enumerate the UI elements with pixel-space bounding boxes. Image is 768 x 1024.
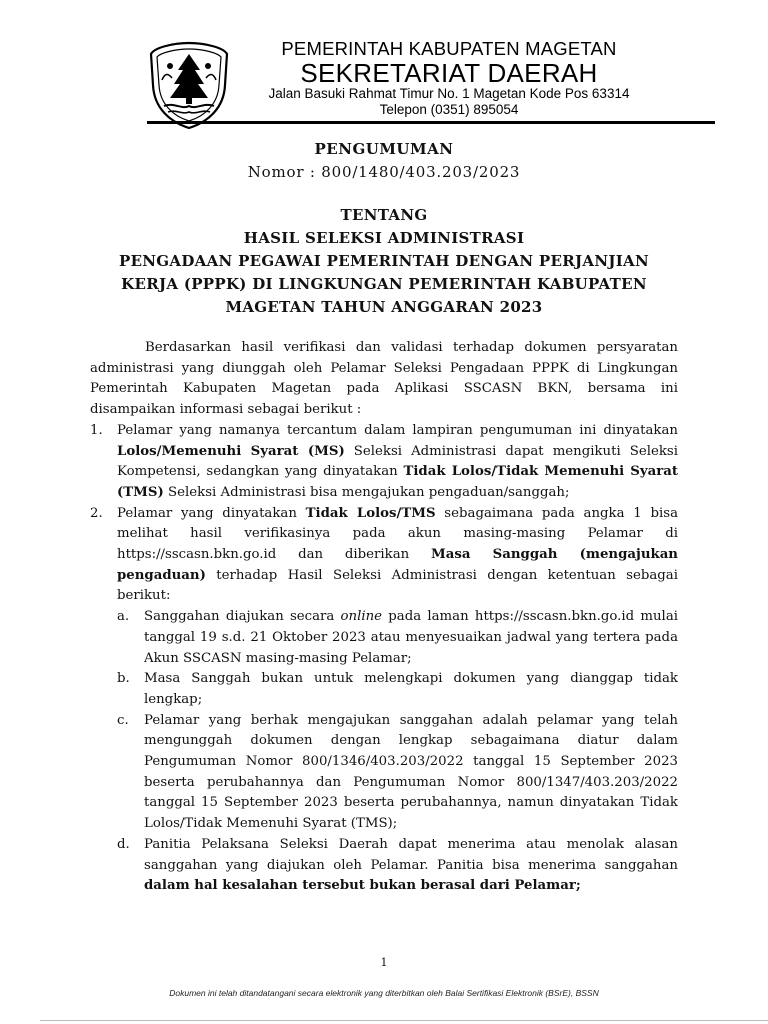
sub-list-item-text: pada laman https://sscasn.bkn.go.id mulai tanggal 19 s.d. 21 Oktober 2023 atau menyesuaikan jadwal yang tertera pada Akun SSCASN masing-masing Pelamar; [144,609,678,666]
sub-list-item [117,669,678,710]
letterhead-address: Jalan Basuki Rahmat Timur No. 1 Magetan Kode Pos 63314 [268,86,630,101]
e-signature-footer: Dokumen ini telah ditandatangani secara elektronik yang diterbitkan oleh Balai Sertifikasi Elektronik (BSrE), BSSN [169,988,599,998]
list-item-text: Seleksi Administrasi bisa mengajukan pengaduan/sanggah; [163,484,570,500]
subject-line: KERJA (PPPK) DI LINGKUNGAN PEMERINTAH KABUPATEN [121,275,647,293]
intro-paragraph: Berdasarkan hasil verifikasi dan validasi terhadap dokumen persyaratan administrasi yang diunggah oleh Pelamar Seleksi Pengadaan PPPK di Lingkungan Pemerintah Kabupaten Magetan pada Aplikasi SSCASN BKN, bersama ini disampaikan informasi sebagai berikut : [90,340,678,418]
announcement-label: PENGUMUMAN [314,140,454,158]
subject-line: TENTANG [340,206,428,224]
letterhead-divider [147,121,715,124]
announcement-number: Nomor : 800/1480/403.203/2023 [247,163,521,181]
letterhead-government: PEMERINTAH KABUPATEN MAGETAN [281,38,617,59]
page-number: 1 [380,956,388,969]
sub-list-item-italic: online [340,609,383,625]
sub-list-item-letter: d. [117,836,130,852]
sub-list-item [117,607,678,669]
sub-list [117,607,678,897]
list-item-bold: Masa Sanggah (mengajukan pengaduan) [117,547,678,583]
sub-list-item-text: Sanggahan diajukan secara [144,609,341,625]
list-item-text: sebagaimana pada angka 1 bisa melihat hasil verifikasinya pada akun masing-masing Pelamar di https://sscasn.bkn.go.id dan diberikan [117,505,678,563]
list-item-text: Seleksi Administrasi dapat mengikuti Seleksi Kompetensi, sedangkan yang dinyatakan [117,443,678,480]
letterhead-office: SEKRETARIAT DAERAH [300,58,598,88]
list-item-text: terhadap Hasil Seleksi Administrasi dengan ketentuan sebagai berikut: [117,567,678,604]
sub-list-item-text: Pelamar yang berhak mengajukan sanggahan adalah pelamar yang telah mengunggah dokumen dengan lengkap sebagaimana diatur dalam Pengumuman Nomor 800/1346/403.203/2022 tanggal 15 September 2023 beserta perubahannya dan Pengumuman Nomor 800/1347/403.203/2022 tanggal 15 September 2023 beserta perubahannya, namun dinyatakan Tidak Lolos/Tidak Memenuhi Syarat (TMS); [144,712,678,832]
letterhead-phone: Telepon (0351) 895054 [379,102,519,117]
subject-line: MAGETAN TAHUN ANGGARAN 2023 [225,298,543,316]
sub-list-item-letter: c. [117,712,129,728]
list-item-bold: Tidak Lolos/TMS [305,505,436,521]
list-item-bold: Lolos/Memenuhi Syarat (MS) [117,443,345,459]
subject-line: HASIL SELEKSI ADMINISTRASI [243,229,525,247]
kabupaten-magetan-crest-icon [148,40,230,130]
list-item-bold: Tidak Lolos/Tidak Memenuhi Syarat (TMS) [117,464,679,500]
announcement-body [90,338,678,897]
list-item-number: 1. [90,422,103,438]
sub-list-item-text: Masa Sanggah bukan untuk melengkapi dokumen yang dianggap tidak lengkap; [144,671,678,707]
list-item-text: Pelamar yang dinyatakan [117,505,306,521]
subject-heading [100,204,668,319]
numbered-list [90,421,678,897]
subject-line: PENGADAAN PEGAWAI PEMERINTAH DENGAN PERJANJIAN [118,252,649,270]
list-item-text: Pelamar yang namanya tercantum dalam lampiran pengumuman ini dinyatakan [117,422,678,438]
sub-list-item [117,711,678,835]
sub-list-item-bold: dalam hal kesalahan tersebut bukan berasal dari Pelamar; [144,878,581,894]
sub-list-item-letter: a. [117,609,130,625]
list-item-number: 2. [90,505,103,521]
list-item [90,504,678,897]
letterhead [0,0,768,132]
sub-list-item [117,835,678,897]
list-item [90,421,678,504]
sub-list-item-text: Panitia Pelaksana Seleksi Daerah dapat menerima atau menolak alasan sanggahan yang diajukan oleh Pelamar. Panitia bisa menerima sanggahan [144,836,678,873]
sub-list-item-letter: b. [117,671,130,687]
footer-divider [40,1020,768,1021]
